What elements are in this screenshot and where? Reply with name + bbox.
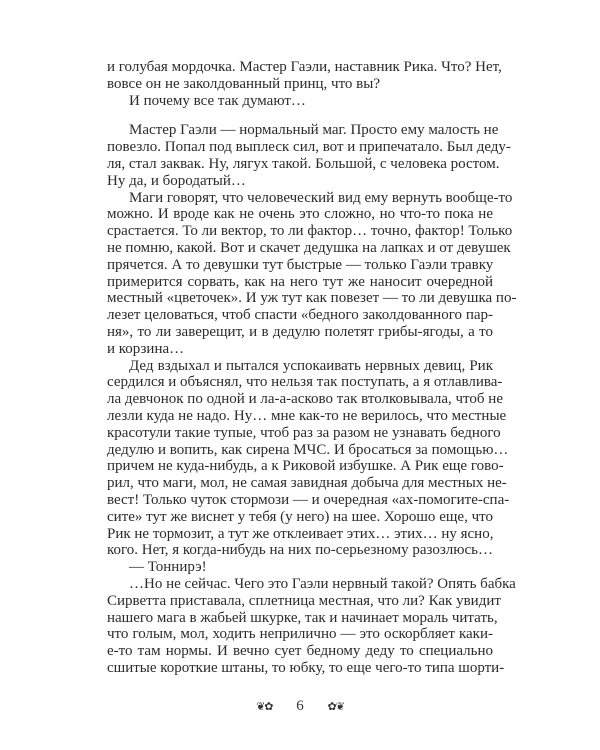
text-line: сшитые короткие штаны, то юбку, то еще чего-то типа шорти- bbox=[107, 659, 505, 676]
text-line: И почему все так думают… bbox=[129, 92, 306, 109]
text-line: Сирветта приставала, сплетница местная, что ли? Как увидит bbox=[107, 592, 501, 609]
text-line: Мастер Гаэли — нормальный маг. Просто ему малость не bbox=[129, 122, 499, 139]
text-line: сердился и объяснял, что нельзя так поступать, а я отлавлива- bbox=[107, 374, 503, 391]
text-line: е-то там нормы. И вечно сует бедному деду то специально bbox=[107, 643, 493, 660]
text-line: дедулю и вопить, как сирена МЧС. И бросаться за помощью… bbox=[107, 441, 509, 458]
text-line: красотули такие тупые, чтоб раз за разом не узнавать бедного bbox=[107, 424, 501, 441]
page-number: 6 bbox=[296, 698, 304, 714]
text-line: …Но не сейчас. Чего это Гаэли нервный такой? Опять бабка bbox=[129, 575, 516, 592]
text-line: повезло. Попал под выплеск сил, вот и припечатало. Был деду- bbox=[107, 139, 511, 156]
text-line: — Тоннирэ! bbox=[129, 559, 207, 576]
text-line: Рик не тормозит, а тут же отклеивает этих… этих… ну ясно, bbox=[107, 525, 494, 542]
text-line: не помню, какой. Вот и скачет дедушка на лапках и от девушек bbox=[107, 239, 511, 256]
text-line: вест! Только чуток стормози — и очередная «ах-помогите-спа- bbox=[107, 491, 510, 508]
page-footer bbox=[0, 698, 600, 715]
text-line: что голым, мол, ходить неприлично — это оскорбляет каки- bbox=[107, 626, 493, 643]
text-line: и голубая мордочка. Мастер Гаэли, наставник Рика. Что? Нет, bbox=[107, 59, 502, 75]
text-line: нашего мага в жабьей шкурке, так и начинает мораль читать, bbox=[107, 609, 498, 626]
text-line: лезли куда не надо. Ну… мне как-то не верилось, что местные bbox=[107, 407, 507, 424]
text-line: срастается. То ли вектор, то ли фактор… точно, фактор! Только bbox=[107, 223, 513, 240]
text-line: вовсе он не заколдованный принц, что вы? bbox=[107, 75, 380, 92]
text-line: ня», то ли заверещит, и в дедулю полетят грибы-ягоды, а то bbox=[107, 323, 493, 340]
text-line: лезет целоваться, чтоб спасти «бедного заколдованного пар- bbox=[107, 307, 493, 324]
text-line: Ну да, и бородатый… bbox=[107, 172, 246, 189]
text-line: примерится сорвать, как на него тут же наносит очередной bbox=[107, 273, 493, 290]
section-break bbox=[107, 109, 493, 122]
text-line: ля, стал заквак. Ну, лягух такой. Большой, с человека ростом. bbox=[107, 155, 500, 172]
text-line: сите» тут же виснет у тебя (у него) на шее. Хорошо еще, что bbox=[107, 508, 493, 525]
text-line: прячется. А то девушки тут быстрые — только Гаэли травку bbox=[107, 256, 494, 273]
text-line: и корзина… bbox=[107, 340, 185, 357]
text-line: причем не куда-нибудь, а к Риковой избушке. А Рик еще гово- bbox=[107, 458, 504, 475]
ornament-icon: ❦✿ bbox=[256, 701, 273, 714]
text-line: можно. И вроде как не очень это сложно, но что-то пока не bbox=[107, 206, 493, 223]
ornament-icon: ✿❦ bbox=[327, 701, 344, 714]
text-line: Маги говорят, что человеческий вид ему вернуть вообще-то bbox=[129, 189, 513, 206]
book-page-text bbox=[107, 59, 517, 677]
text-line: местный «цветочек». И уж тут как повезет — то ли девушка по- bbox=[107, 290, 517, 307]
text-line: Дед вздыхал и пытался успокаивать нервных девиц, Рик bbox=[129, 357, 493, 374]
text-line: кого. Нет, я когда-нибудь на них по-серьезному разозлюсь… bbox=[107, 542, 493, 559]
text-line: рил, что маги, мол, не самая завидная добыча для местных не- bbox=[107, 475, 507, 492]
text-line: ла девчонок по одной и ла-а-асково так втолковывала, чтоб не bbox=[107, 391, 503, 408]
